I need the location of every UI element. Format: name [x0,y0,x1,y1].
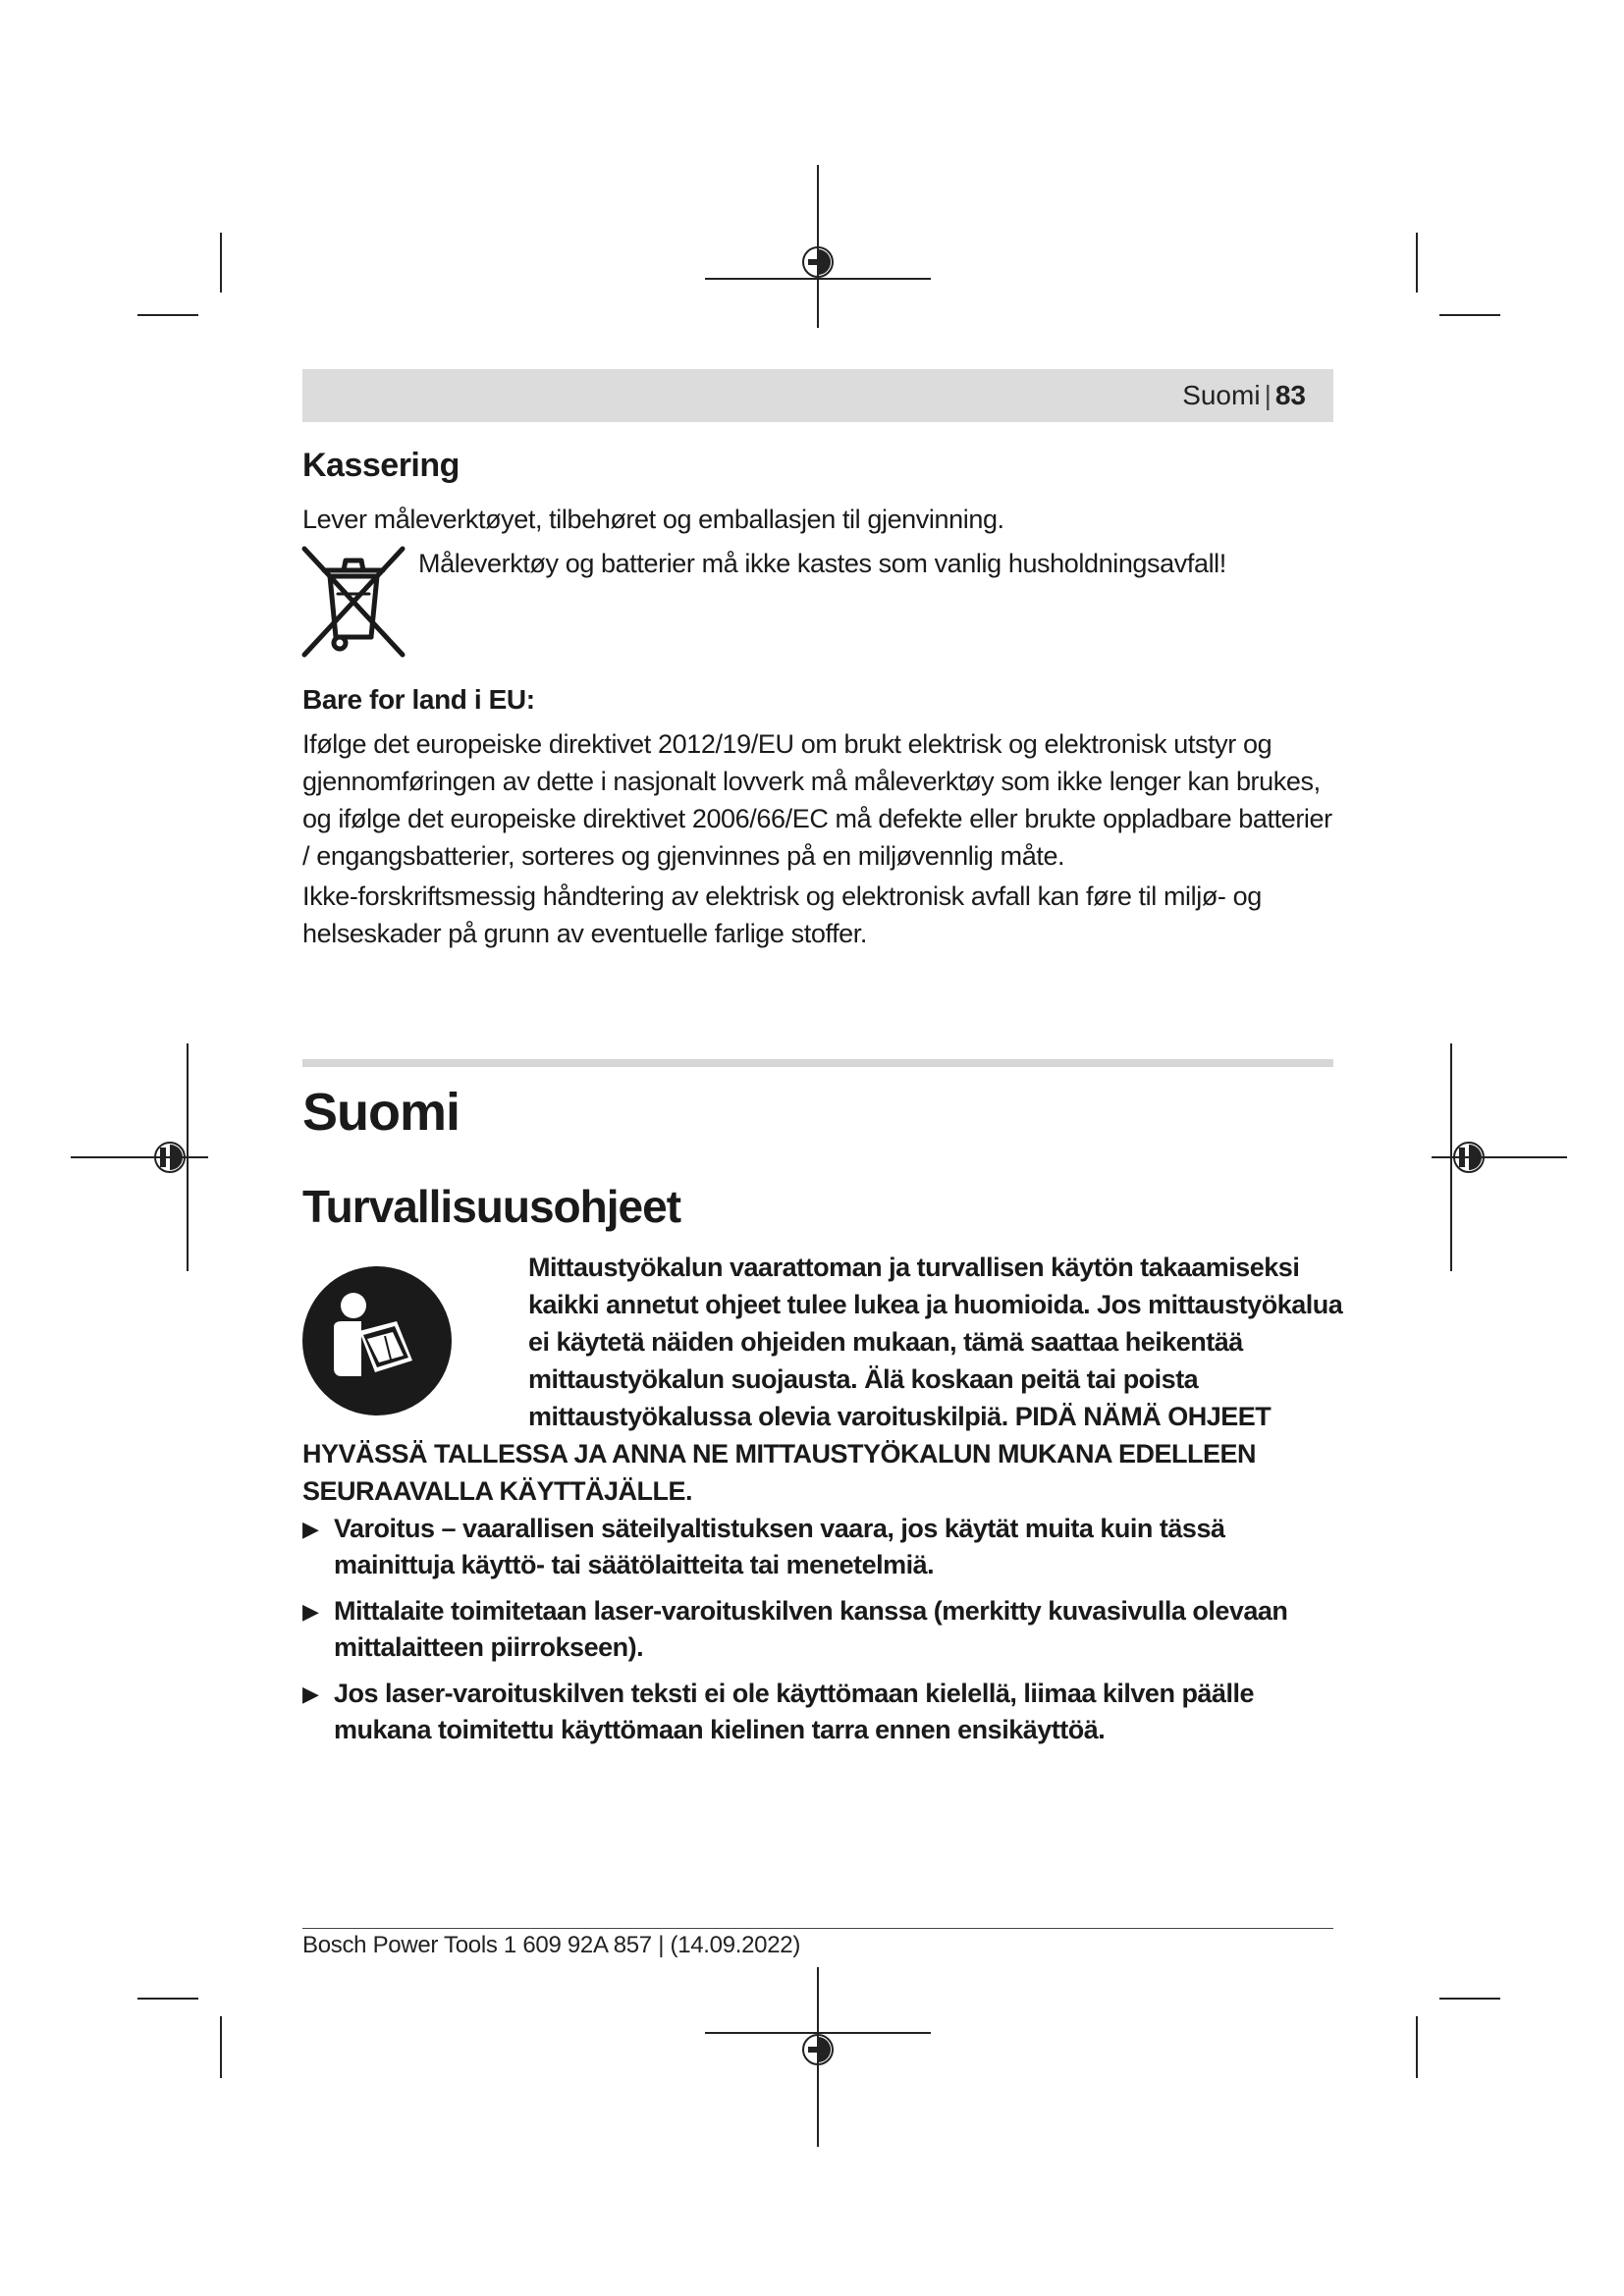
kassering-weee-text: Måleverktøy og batterier må ikke kastes som vanlig husholdningsavfall! [418,549,1226,578]
footer-rule [302,1928,1333,1929]
icon-space [302,1249,528,1435]
hazard-paragraph: Ikke-forskriftsmessig håndtering av elektrisk og elektronisk avfall kan føre til miljø- og helseskader på grunn av eventuelle farlige stoffer. [302,881,1262,948]
page-header [1182,369,1306,422]
registration-mark-icon [1432,1043,1567,1271]
registration-mark-fill [808,259,828,265]
section-divider [302,1059,1333,1067]
section-title: Suomi [302,1083,460,1142]
header-section: Suomi [1182,380,1261,410]
safety-intro [302,1249,1345,1510]
kassering-lever-text: Lever måleverktøyet, tilbehøret og emballasjen til gjenvinning. [302,505,1004,534]
header-separator: | [1264,380,1272,410]
bullet-text: Varoitus – vaarallisen säteilyaltistuksen vaara, jos käytät muita kuin tässä mainittuja käyttö- tai säätölaitteita tai menetelmiä. [334,1514,1225,1579]
list-item [302,1676,1345,1748]
registration-mark-fill [1459,1148,1465,1167]
bullet-arrow-icon: ▶ [302,1682,319,1706]
page-number: 83 [1274,380,1306,410]
footer-text: Bosch Power Tools 1 609 92A 857 | (14.09.2022) [302,1932,801,1958]
registration-mark-fill [160,1148,166,1167]
bullet-arrow-icon: ▶ [302,1599,319,1624]
registration-mark-icon [705,165,931,328]
safety-intro-text: Mittaustyökalun vaarattoman ja turvallisen käytön takaamiseksi kaikki annetut ohjeet tulee lukea ja huomioida. Jos mittaustyökalua ei käytetä näiden ohjeiden mukaan, tämä saattaa heikentää mittaustyökalun suojausta. Älä koskaan peitä tai poista mittaustyökalussa olevia varoituskilpiä. PIDÄ NÄMÄ OHJEET HYVÄSSÄ TALLESSA JA ANNA NE MITTAUSTYÖKALUN MUKANA EDELLEEN SEURAAVALLA KÄYTTÄJÄLLE. [302,1253,1343,1506]
eu-paragraph: Ifølge det europeiske direktivet 2012/19/EU om brukt elektrisk og elektronisk utstyr og gjennomføringen av dette i nasjonalt lovverk må måleverktøy som ikke lenger kan brukes, og ifølge det europeiske direktivet 2006/66/EC må defekte eller brukte oppladbare batterier / engangsbatterier, sorteres og gjenvinnes på en miljøvennlig måte. [302,729,1332,871]
kassering-heading: Kassering [302,447,460,484]
safety-heading: Turvallisuusohjeet [302,1181,681,1232]
page-header-bar [302,369,1333,422]
list-item [302,1593,1345,1666]
crossed-out-wheelie-bin-icon [300,543,406,661]
safety-bullet-list [302,1511,1345,1758]
bullet-text: Mittalaite toimitetaan laser-varoituskilven kanssa (merkitty kuvasivulla olevaan mittalaitteen piirrokseen). [334,1596,1288,1662]
bullet-arrow-icon: ▶ [302,1517,319,1541]
list-item [302,1511,1345,1583]
eu-heading: Bare for land i EU: [302,684,535,715]
registration-mark-icon [71,1043,208,1271]
bullet-text: Jos laser-varoituskilven teksti ei ole käyttömaan kielellä, liimaa kilven päälle mukana toimitettu käyttömaan kielinen tarra ennen ensikäyttöä. [334,1679,1254,1744]
